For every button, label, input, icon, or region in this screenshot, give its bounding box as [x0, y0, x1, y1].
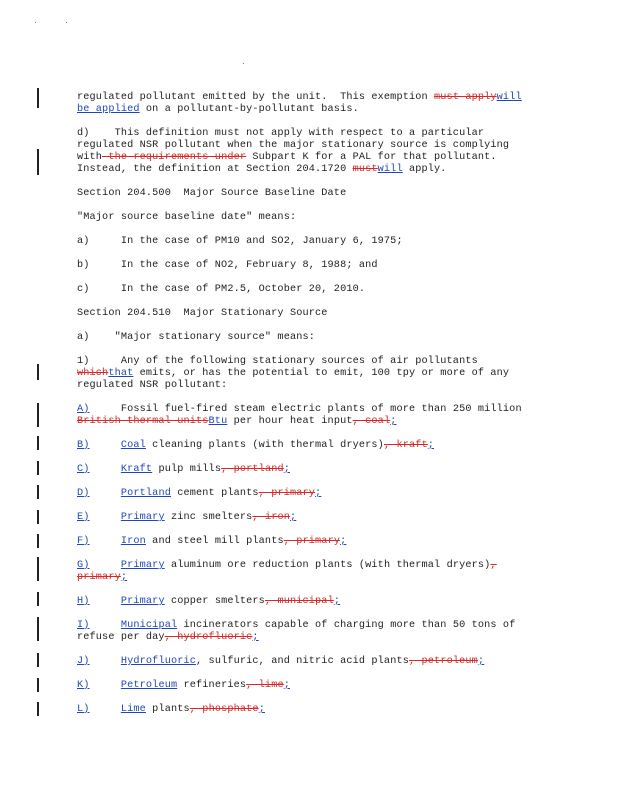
deleted-text: primary [77, 572, 121, 583]
body-text [90, 440, 121, 451]
inserted-text: Portland [120, 488, 171, 499]
body-text: , sulfuric, and nitric acid plants [196, 656, 409, 667]
text-line [77, 536, 346, 548]
body-text: Subpart K for a PAL for that pollutant. [246, 152, 497, 163]
inserted-text: be applied [77, 104, 140, 115]
inserted-text: D) [77, 488, 90, 499]
text-line [77, 188, 346, 200]
body-text [90, 560, 121, 571]
body-text: regulated pollutant emitted by the unit. This exemption [77, 92, 435, 103]
body-text [90, 512, 121, 523]
body-text [90, 536, 121, 547]
deleted-text: , hydrofluoric [164, 632, 253, 643]
text-line [77, 104, 359, 116]
text-line [77, 284, 365, 296]
body-text: b) In the case of NO2, February 8, 1988; and [77, 260, 378, 271]
body-text: cement plants [170, 488, 259, 499]
text-line [77, 380, 227, 392]
change-bar [37, 653, 39, 667]
body-text: a) "Major stationary source" means: [77, 332, 316, 343]
inserted-text: ; [333, 596, 341, 607]
body-text: regulated NSR pollutant when the major stationary source is complying [77, 140, 510, 151]
inserted-text: Hydrofluoric [120, 656, 197, 667]
inserted-text: ; [258, 704, 265, 715]
body-text: a) In the case of PM10 and SO2, January 6, 1975; [77, 236, 403, 247]
body-text: Instead, the definition at Section 204.1720 [77, 164, 353, 175]
inserted-text: L) [77, 704, 90, 715]
change-bar [37, 510, 39, 524]
body-text: with [77, 152, 103, 163]
text-line [77, 488, 321, 500]
change-bar [37, 592, 39, 606]
deleted-text: British thermal units [77, 416, 209, 427]
inserted-text: E) [77, 512, 90, 523]
inserted-text: Primary [120, 560, 165, 571]
inserted-text: Lime [120, 704, 146, 715]
body-text: 1) Any of the following stationary sources of air pollutants [77, 356, 478, 367]
deleted-text: , phosphate [189, 704, 259, 715]
body-text: apply. [402, 164, 447, 175]
inserted-text: ; [252, 632, 259, 643]
body-text: incinerators capable of charging more than 50 tons of [177, 620, 516, 631]
text-line [77, 620, 515, 632]
deleted-text: , coal [352, 416, 391, 427]
text-line [77, 368, 509, 380]
deleted-text: the requirements under [102, 152, 247, 163]
body-text: c) In the case of PM2.5, October 20, 2010. [77, 284, 366, 295]
body-text: regulated NSR pollutant: [77, 380, 228, 391]
text-line [77, 236, 403, 248]
change-bar [37, 702, 39, 716]
body-text [90, 656, 121, 667]
inserted-text: H) [77, 596, 90, 607]
text-line [77, 212, 296, 224]
inserted-text: Iron [120, 536, 146, 547]
text-line [77, 704, 265, 716]
change-bar [37, 617, 39, 641]
text-line [77, 440, 434, 452]
deleted-text: , portland [221, 464, 284, 475]
deleted-text: must [352, 164, 378, 175]
change-bar [37, 485, 39, 499]
text-line [77, 404, 522, 416]
inserted-text: will [377, 164, 403, 175]
text-line [77, 512, 296, 524]
body-text: refuse per day [77, 632, 165, 643]
deleted-text: , primary [258, 488, 316, 499]
body-text: Fossil fuel-fired steam electric plants of more than 250 million [89, 404, 522, 415]
body-text: plants [145, 704, 190, 715]
text-line [77, 680, 290, 692]
scan-speck [66, 22, 67, 23]
inserted-text: J) [77, 656, 90, 667]
deleted-text: , iron [252, 512, 291, 523]
body-text [90, 596, 121, 607]
change-bar [37, 149, 39, 175]
body-text: refineries [177, 680, 247, 691]
body-text: Section 204.510 Major Stationary Source [77, 308, 328, 319]
inserted-text: ; [283, 680, 290, 691]
deleted-text: , [490, 560, 497, 571]
inserted-text: B) [77, 440, 90, 451]
inserted-text: ; [315, 488, 322, 499]
inserted-text: ; [477, 656, 485, 667]
text-line [77, 92, 522, 104]
body-text: pulp mills [152, 464, 222, 475]
inserted-text: that [108, 368, 134, 379]
text-line [77, 152, 497, 164]
inserted-text: ; [340, 536, 347, 547]
inserted-text: C) [77, 464, 90, 475]
scan-speck [35, 22, 36, 23]
body-text [90, 680, 121, 691]
inserted-text: ; [120, 572, 128, 583]
deleted-text: , primary [283, 536, 341, 547]
inserted-text: Coal [120, 440, 146, 451]
body-text: copper smelters [164, 596, 265, 607]
body-text [90, 620, 121, 631]
body-text [90, 464, 121, 475]
inserted-text: Petroleum [120, 680, 178, 691]
body-text: d) This definition must not apply with respect to a particular [77, 128, 485, 139]
text-line [77, 260, 378, 272]
body-text: emits, or has the potential to emit, 100 tpy or more of any [133, 368, 510, 379]
change-bar [37, 461, 39, 475]
body-text: and steel mill plants [145, 536, 284, 547]
text-line [77, 356, 478, 368]
body-text: aluminum ore reduction plants (with thermal dryers) [164, 560, 491, 571]
inserted-text: Primary [120, 596, 165, 607]
inserted-text: Btu [208, 416, 228, 427]
body-text: per hour heat input [227, 416, 353, 427]
inserted-text: I) [77, 620, 90, 631]
text-line [77, 560, 497, 572]
change-bar [37, 557, 39, 581]
text-line [77, 572, 127, 584]
deleted-text: must apply [434, 92, 497, 103]
inserted-text: A) [77, 404, 90, 415]
inserted-text: K) [77, 680, 90, 691]
deleted-text: , petroleum [409, 656, 478, 667]
text-line [77, 164, 447, 176]
inserted-text: ; [283, 464, 290, 475]
inserted-text: Kraft [120, 464, 153, 475]
deleted-text: which [77, 368, 109, 379]
text-line [77, 464, 290, 476]
deleted-text: , lime [246, 680, 284, 691]
text-line [77, 128, 484, 140]
change-bar [37, 364, 39, 380]
inserted-text: will [496, 92, 522, 103]
text-line [77, 416, 396, 428]
deleted-text: , kraft [383, 440, 428, 451]
text-line [77, 140, 509, 152]
text-line [77, 596, 340, 608]
inserted-text: Primary [120, 512, 165, 523]
text-line [77, 632, 259, 644]
body-text: on a pollutant-by-pollutant basis. [139, 104, 359, 115]
scan-speck [243, 63, 244, 64]
body-text: "Major source baseline date" means: [77, 212, 297, 223]
change-bar [37, 403, 39, 427]
inserted-text: G) [77, 560, 90, 571]
text-line [77, 656, 484, 668]
body-text: zinc smelters [164, 512, 253, 523]
deleted-text: , municipal [264, 596, 334, 607]
text-line [77, 332, 315, 344]
body-text [90, 704, 121, 715]
change-bar [37, 88, 39, 108]
inserted-text: ; [390, 416, 397, 427]
change-bar [37, 436, 39, 450]
inserted-text: F) [77, 536, 90, 547]
change-bar [37, 534, 39, 548]
body-text: cleaning plants (with thermal dryers) [145, 440, 384, 451]
body-text: Section 204.500 Major Source Baseline Date [77, 188, 347, 199]
change-bar [37, 678, 39, 692]
inserted-text: Municipal [120, 620, 178, 631]
inserted-text: ; [427, 440, 435, 451]
inserted-text: ; [290, 512, 297, 523]
body-text [90, 488, 121, 499]
text-line [77, 308, 328, 320]
